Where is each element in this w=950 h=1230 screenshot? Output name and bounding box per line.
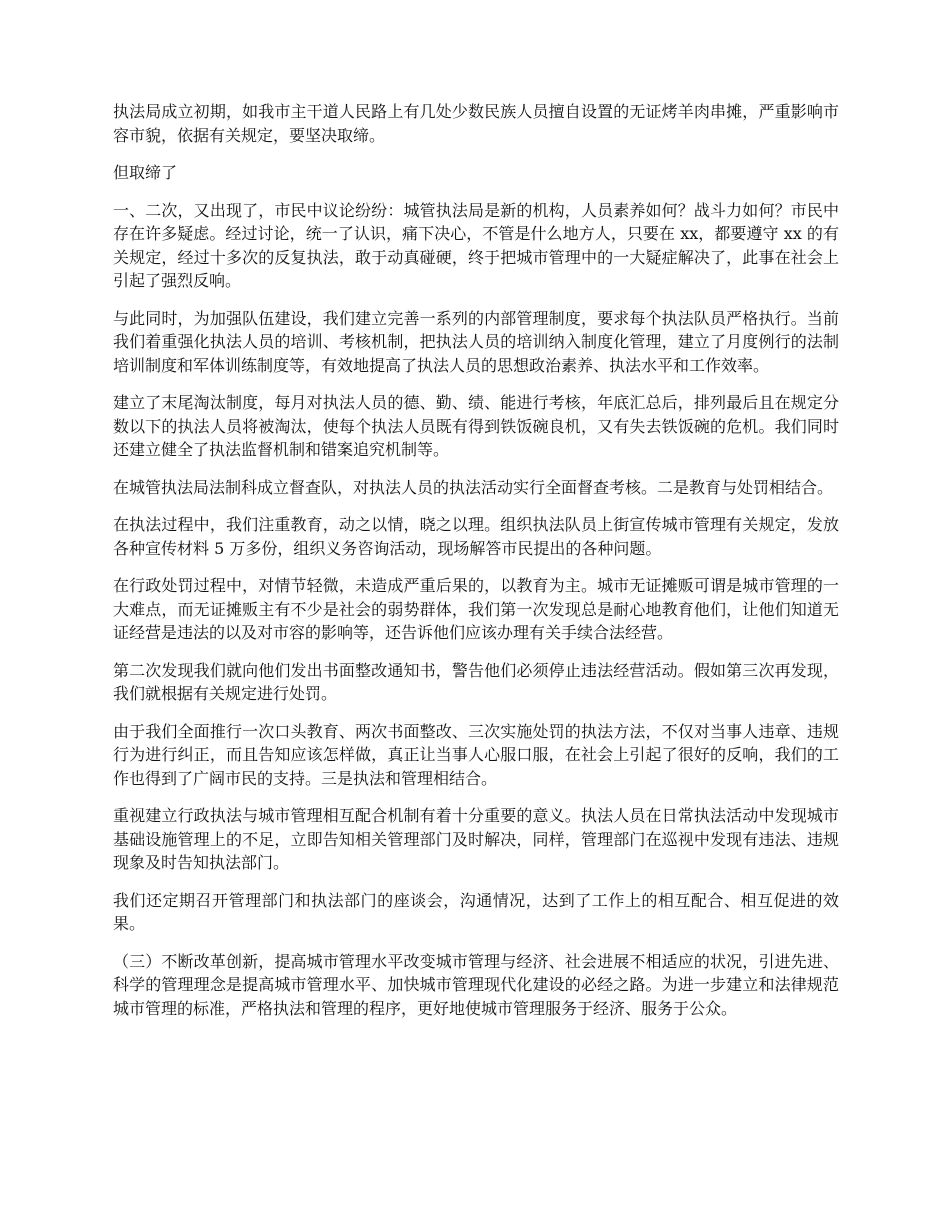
paragraph-10: 由于我们全面推行一次口头教育、两次书面整改、三次实施处罚的执法方法，不仅对当事人违章、违规行为进行纠正，而且告知应该怎样做，真正让当事人心服口服，在社会上引起了很好的反响，我们的工作也得到了广阔市民的支持。三是执法和管理相结合。: [113, 721, 839, 788]
document-body: [113, 100, 839, 1034]
paragraph-12: 我们还定期召开管理部门和执法部门的座谈会，沟通情况，达到了工作上的相互配合、相互促进的效果。: [113, 890, 839, 933]
paragraph-4: 与此同时，为加强队伍建设，我们建立完善一系列的内部管理制度，要求每个执法队员严格执行。当前我们着重强化执法人员的培训、考核机制，把执法人员的培训纳入制度化管理，建立了月度例行的法制培训制度和军体训练制度等，有效地提高了执法人员的思想政治素养、执法水平和工作效率。: [113, 308, 839, 375]
paragraph-13: （三）不断改革创新，提高城市管理水平改变城市管理与经济、社会进展不相适应的状况，引进先进、科学的管理理念是提高城市管理水平、加快城市管理现代化建设的必经之路。为进一步建立和法律规范城市管理的标准，严格执法和管理的程序，更好地使城市管理服务于经济、服务于公众。: [113, 951, 839, 1018]
paragraph-2: 但取缔了: [113, 163, 178, 182]
paragraph-11: 重视建立行政执法与城市管理相互配合机制有着十分重要的意义。执法人员在日常执法活动中发现城市基础设施管理上的不足，立即告知相关管理部门及时解决，同样，管理部门在巡视中发现有违法、违规现象及时告知执法部门。: [113, 806, 839, 872]
paragraph-1: 执法局成立初期，如我市主干道人民路上有几处少数民族人员擅自设置的无证烤羊肉串摊，严重影响市容市貌，依据有关规定，要坚决取缔。: [113, 102, 839, 145]
paragraph-9: 第二次发现我们就向他们发出书面整改通知书，警告他们必须停止违法经营活动。假如第三次再发现，我们就根据有关规定进行处罚。: [113, 660, 839, 703]
paragraph-3: 一、二次，又出现了，市民中议论纷纷：城管执法局是新的机构，人员素养如何？战斗力如何？市民中存在许多疑虑。经过讨论，统一了认识，痛下决心，不管是什么地方人，只要在 xx，都要遵守 xx 的有关规定，经过十多次的反复执法，敢于动真碰硬，终于把城市管理中的一大疑症解决了，此事在社会上引起了强烈反响。: [113, 200, 839, 290]
paragraph-8: 在行政处罚过程中，对情节轻微，未造成严重后果的，以教育为主。城市无证摊贩可谓是城市管理的一大难点，而无证摊贩主有不少是社会的弱势群体，我们第一次发现总是耐心地教育他们，让他们知道无证经营是违法的以及对市容的影响等，还告诉他们应该办理有关手续合法经营。: [113, 576, 839, 642]
paragraph-5: 建立了末尾淘汰制度，每月对执法人员的德、勤、绩、能进行考核，年底汇总后，排列最后且在规定分数以下的执法人员将被淘汰，使每个执法人员既有得到铁饭碗良机，又有失去铁饭碗的危机。我们同时还建立健全了执法监督机制和错案追究机制等。: [113, 393, 839, 459]
paragraph-6: 在城管执法局法制科成立督查队，对执法人员的执法活动实行全面督查考核。二是教育与处罚相结合。: [113, 477, 834, 497]
paragraph-7: 在执法过程中，我们注重教育，动之以情，晓之以理。组织执法队员上街宣传城市管理有关规定，发放各种宣传材料 5 万多份，组织义务咨询活动，现场解答市民提出的各种问题。: [113, 515, 839, 558]
